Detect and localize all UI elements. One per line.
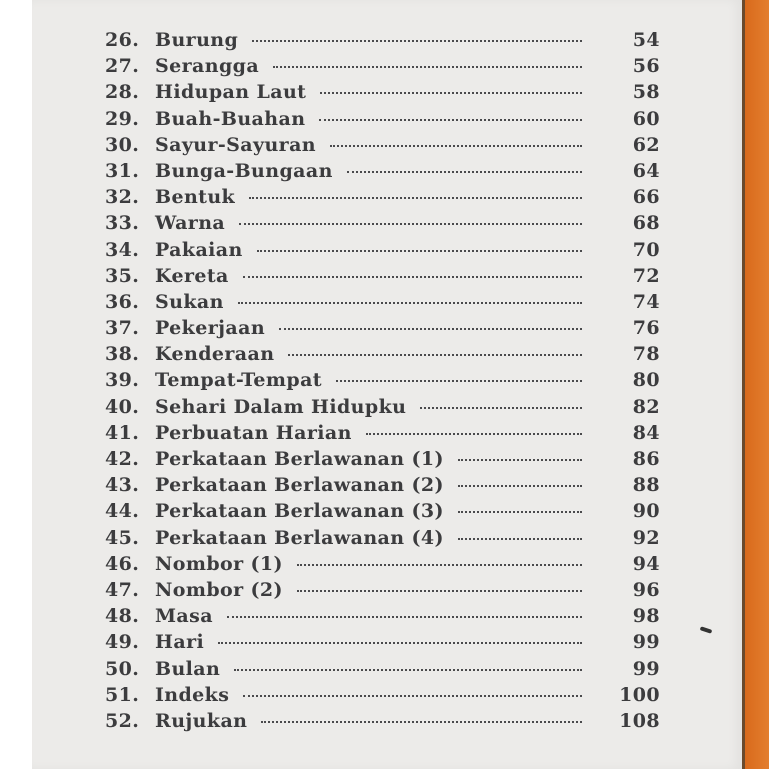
toc-entry-page: 92: [632, 526, 660, 549]
background-left: [0, 0, 32, 769]
toc-entry-number: 36.: [105, 290, 140, 313]
toc-entry[interactable]: [105, 29, 660, 55]
toc-leader-dots: [420, 407, 582, 409]
toc-entry-number: 35.: [105, 264, 140, 287]
toc-entry-page: 84: [632, 421, 660, 444]
toc-leader-dots: [227, 616, 582, 618]
toc-entry-page: 82: [632, 395, 660, 418]
toc-entry-number: 26.: [105, 29, 140, 51]
toc-entry-number: 49.: [105, 631, 140, 654]
toc-entry-title: Nombor (1): [155, 552, 283, 575]
toc-entry-number: 51.: [105, 683, 140, 706]
book-cover-edge: [745, 0, 769, 769]
toc-entry[interactable]: [105, 81, 660, 107]
toc-leader-dots: [297, 564, 582, 566]
toc-entry-page: 70: [632, 238, 660, 261]
toc-entry-number: 34.: [105, 238, 140, 261]
toc-entry-page: 99: [632, 657, 660, 680]
toc-entry-title: Pakaian: [155, 238, 243, 261]
toc-entry-number: 42.: [105, 448, 140, 470]
toc-entry[interactable]: [105, 108, 660, 134]
toc-entry-number: 39.: [105, 369, 140, 392]
toc-entry[interactable]: [105, 631, 660, 657]
toc-entry-number: 47.: [105, 578, 140, 601]
toc-entry-number: 30.: [105, 133, 140, 156]
toc-leader-dots: [347, 171, 582, 173]
toc-entry-title: Warna: [155, 212, 226, 235]
toc-entry-title: Burung: [155, 29, 239, 51]
toc-entry-number: 28.: [105, 81, 140, 104]
toc-entry-number: 45.: [105, 526, 140, 549]
toc-leader-dots: [319, 119, 582, 121]
toc-entry-title: Hari: [155, 631, 205, 654]
toc-entry-page: 64: [632, 159, 660, 182]
toc-entry-title: Pekerjaan: [155, 317, 266, 340]
toc-entry-number: 38.: [105, 343, 140, 366]
toc-entry-title: Sukan: [155, 290, 224, 313]
toc-entry-page: 56: [632, 55, 660, 78]
toc-entry-title: Indeks: [155, 683, 230, 706]
toc-leader-dots: [261, 721, 582, 723]
toc-entry-title: Bulan: [155, 657, 221, 680]
toc-leader-dots: [297, 590, 582, 592]
toc-entry-page: 99: [632, 631, 660, 654]
toc-entry-number: 40.: [105, 395, 140, 418]
toc-entry[interactable]: [105, 317, 660, 343]
toc-leader-dots: [279, 328, 582, 330]
toc-leader-dots: [252, 40, 582, 42]
toc-entry-title: Hidupan Laut: [155, 81, 307, 104]
toc-entry[interactable]: [105, 553, 660, 579]
toc-entry-title: Kereta: [155, 264, 229, 287]
toc-entry[interactable]: [105, 474, 660, 500]
toc-leader-dots: [458, 485, 582, 487]
toc-entry-title: Perbuatan Harian: [155, 421, 352, 444]
toc-entry-title: Masa: [155, 605, 213, 628]
toc-entry-page: 98: [632, 605, 660, 628]
toc-entry-title: Buah-Buahan: [155, 107, 306, 130]
toc-entry[interactable]: [105, 55, 660, 81]
toc-leader-dots: [458, 511, 582, 513]
toc-leader-dots: [366, 433, 582, 435]
toc-entry-page: 58: [632, 81, 660, 104]
toc-entry-page: 74: [632, 290, 660, 313]
toc-entry[interactable]: [105, 658, 660, 684]
toc-entry-number: 27.: [105, 55, 140, 78]
toc-entry-title: Nombor (2): [155, 578, 283, 601]
toc-entry[interactable]: [105, 396, 660, 422]
toc-entry[interactable]: [105, 369, 660, 395]
toc-entry[interactable]: [105, 500, 660, 526]
toc-leader-dots: [234, 669, 582, 671]
toc-entry-page: 66: [632, 186, 660, 209]
table-of-contents: [105, 29, 660, 736]
toc-leader-dots: [320, 92, 582, 94]
toc-entry[interactable]: [105, 160, 660, 186]
toc-entry-number: 48.: [105, 605, 140, 628]
toc-leader-dots: [243, 276, 582, 278]
toc-entry-title: Perkataan Berlawanan (2): [155, 474, 444, 497]
toc-entry[interactable]: [105, 579, 660, 605]
toc-entry-number: 37.: [105, 317, 140, 340]
toc-entry-number: 44.: [105, 500, 140, 523]
toc-entry[interactable]: [105, 291, 660, 317]
toc-entry-page: 96: [632, 578, 660, 601]
toc-leader-dots: [239, 223, 582, 225]
toc-leader-dots: [288, 354, 582, 356]
toc-entry-page: 78: [632, 343, 660, 366]
toc-entry[interactable]: [105, 212, 660, 238]
toc-leader-dots: [336, 380, 582, 382]
toc-entry[interactable]: [105, 448, 660, 474]
toc-entry-title: Perkataan Berlawanan (4): [155, 526, 444, 549]
toc-entry-page: 76: [632, 317, 660, 340]
toc-entry-number: 31.: [105, 159, 140, 182]
toc-leader-dots: [458, 538, 582, 540]
toc-leader-dots: [218, 642, 582, 644]
toc-entry-page: 108: [619, 709, 660, 732]
toc-entry[interactable]: [105, 422, 660, 448]
toc-entry-title: Sayur-Sayuran: [155, 133, 317, 156]
toc-entry-number: 50.: [105, 657, 140, 680]
toc-entry-page: 100: [619, 683, 660, 706]
toc-leader-dots: [273, 66, 582, 68]
toc-entry-page: 68: [632, 212, 660, 235]
toc-entry-title: Sehari Dalam Hidupku: [155, 395, 407, 418]
toc-entry-title: Kenderaan: [155, 343, 275, 366]
toc-entry-page: 94: [632, 552, 660, 575]
toc-entry-title: Tempat-Tempat: [155, 369, 322, 392]
toc-entry-page: 60: [632, 107, 660, 130]
toc-leader-dots: [458, 459, 582, 461]
toc-entry-page: 80: [632, 369, 660, 392]
toc-entry-title: Rujukan: [155, 709, 248, 732]
toc-entry-title: Serangga: [155, 55, 260, 78]
toc-entry[interactable]: [105, 239, 660, 265]
toc-entry[interactable]: [105, 527, 660, 553]
toc-entry[interactable]: [105, 265, 660, 291]
toc-leader-dots: [330, 145, 582, 147]
toc-entry-title: Bunga-Bungaan: [155, 159, 333, 182]
toc-entry-number: 32.: [105, 186, 140, 209]
toc-entry-page: 54: [632, 29, 660, 51]
toc-entry[interactable]: [105, 684, 660, 710]
toc-entry[interactable]: [105, 605, 660, 631]
toc-leader-dots: [238, 302, 582, 304]
toc-entry-page: 90: [632, 500, 660, 523]
toc-entry[interactable]: [105, 134, 660, 160]
toc-entry-number: 43.: [105, 474, 140, 497]
toc-entry-number: 46.: [105, 552, 140, 575]
toc-entry[interactable]: [105, 186, 660, 212]
toc-entry-page: 86: [632, 448, 660, 470]
toc-entry-title: Bentuk: [155, 186, 236, 209]
toc-entry-page: 62: [632, 133, 660, 156]
toc-entry-number: 29.: [105, 107, 140, 130]
toc-entry-page: 88: [632, 474, 660, 497]
toc-entry-title: Perkataan Berlawanan (1): [155, 448, 444, 470]
toc-leader-dots: [249, 197, 582, 199]
toc-leader-dots: [243, 695, 582, 697]
toc-entry-number: 52.: [105, 709, 140, 732]
toc-entry-page: 72: [632, 264, 660, 287]
toc-entry-title: Perkataan Berlawanan (3): [155, 500, 444, 523]
toc-entry[interactable]: [105, 710, 660, 736]
toc-leader-dots: [257, 250, 582, 252]
toc-entry-number: 33.: [105, 212, 140, 235]
toc-entry-number: 41.: [105, 421, 140, 444]
toc-entry[interactable]: [105, 343, 660, 369]
